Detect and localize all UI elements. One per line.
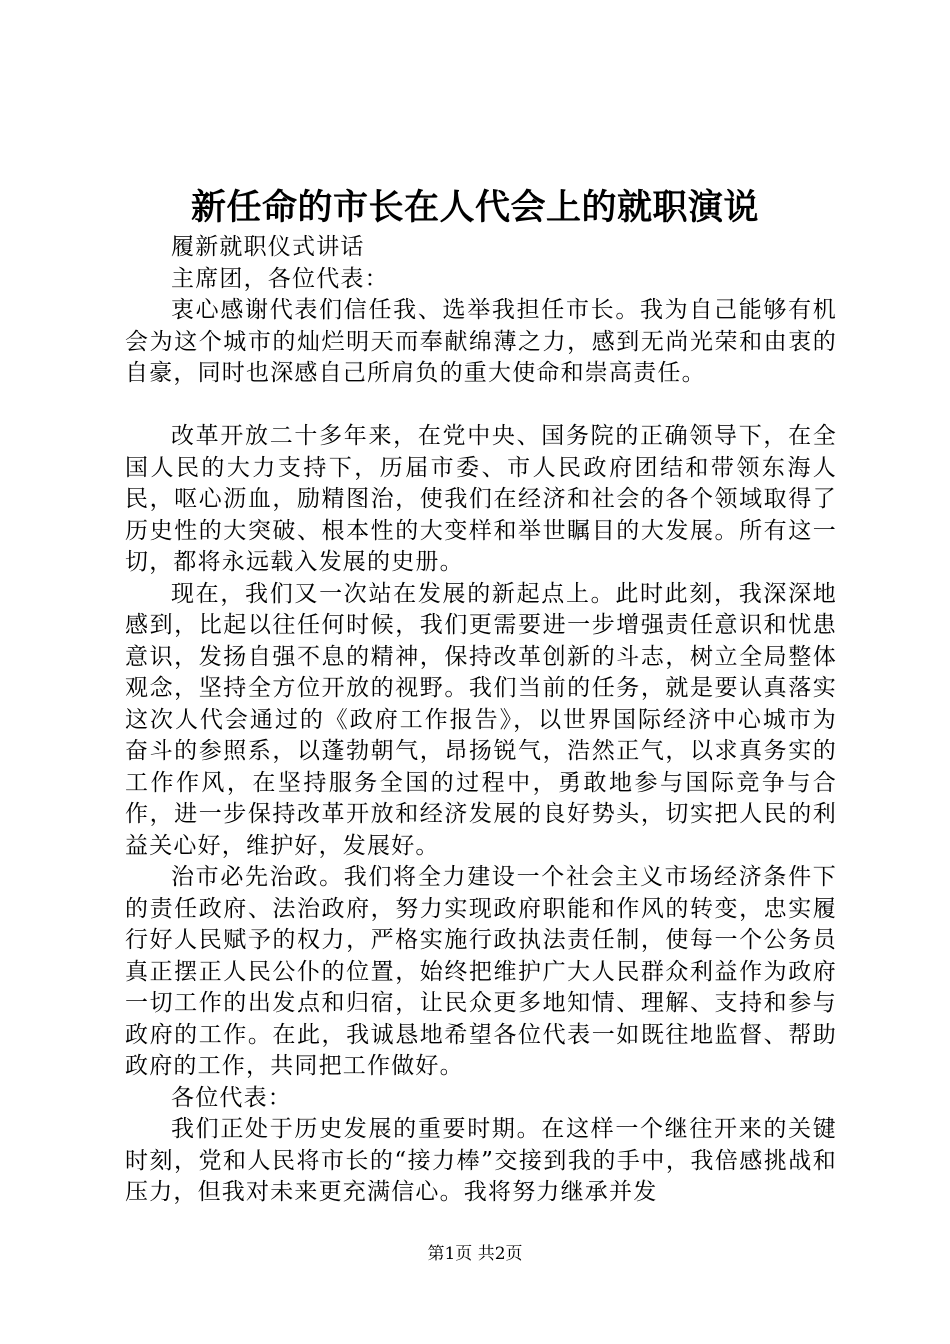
subtitle-line: 履新就职仪式讲话: [171, 234, 365, 260]
paragraph-reform: 改革开放二十多年来，在党中央、国务院的正确领导下，在全国人民的大力支持下，历届市委、市人民政府团结和带领东海人民，呕心沥血，励精图治，使我们在经济和社会的各个领域取得了历史性的大突破、根本性的大变样和举世瞩目的大发展。所有这一切，都将永远载入发展的史册。: [125, 423, 837, 575]
paragraph-governance: 治市必先治政。我们将全力建设一个社会主义市场经济条件下的责任政府、法治政府，努力实现政府职能和作风的转变，忠实履行好人民赋予的权力，严格实施行政执法责任制，使每一个公务员真正摆正人民公仆的位置，始终把维护广大人民群众利益作为政府一切工作的出发点和归宿，让民众更多地知情、理解、支持和参与政府的工作。在此，我诚恳地希望各位代表一如既往地监督、帮助政府的工作，共同把工作做好。: [125, 864, 837, 1079]
page-number: 第1页 共2页: [427, 1244, 523, 1264]
document-body: [125, 232, 837, 1209]
paragraph-new-start: 现在，我们又一次站在发展的新起点上。此时此刻，我深深地感到，比起以往任何时候，我们更需要进一步增强责任意识和忧患意识，发扬自强不息的精神，保持改革创新的斗志，树立全局整体观念，坚持全方位开放的视野。我们当前的任务，就是要认真落实这次人代会通过的《政府工作报告》，以世界国际经济中心城市为奋斗的参照系，以蓬勃朝气，昂扬锐气，浩然正气，以求真务实的工作作风，在坚持服务全国的过程中，勇敢地参与国际竞争与合作，进一步保持改革开放和经济发展的良好势头，切实把人民的利益关心好，维护好，发展好。: [125, 580, 837, 859]
salutation-repeat: 各位代表：: [171, 1084, 292, 1111]
document-title: 新任命的市长在人代会上的就职演说: [190, 187, 759, 228]
salutation: 主席团，各位代表：: [171, 265, 389, 292]
paragraph-thanks: 衷心感谢代表们信任我、选举我担任市长。我为自己能够有机会为这个城市的灿烂明天而奉献绵薄之力，感到无尚光荣和由衷的自豪，同时也深感自己所肩负的重大使命和崇高责任。: [125, 297, 837, 386]
paragraph-relay: 我们正处于历史发展的重要时期。在这样一个继往开来的关键时刻，党和人民将市长的“接力棒”交接到我的手中，我倍感挑战和压力，但我对未来更充满信心。我将努力继承并发: [125, 1116, 837, 1205]
